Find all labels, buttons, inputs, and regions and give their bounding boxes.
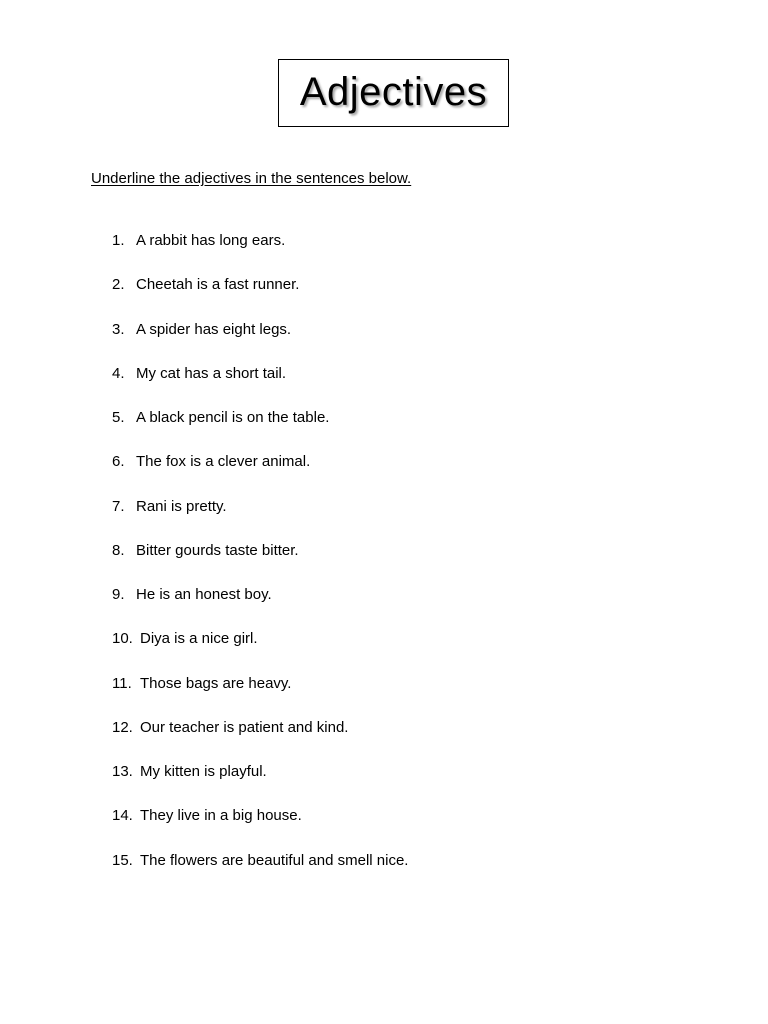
item-number: 12. [112, 718, 133, 736]
item-number: 11. [112, 674, 132, 692]
item-sentence: A black pencil is on the table. [136, 409, 330, 426]
item-number: 7. [112, 497, 125, 515]
item-sentence: He is an honest boy. [136, 586, 272, 603]
item-number: 5. [112, 409, 125, 426]
item-sentence: They live in a big house. [140, 807, 302, 825]
item-number: 13. [112, 763, 133, 780]
item-sentence: Cheetah is a fast runner. [136, 276, 300, 294]
item-number: 6. [112, 453, 125, 471]
list-item [112, 807, 408, 851]
item-sentence: Bitter gourds taste bitter. [136, 541, 299, 559]
item-sentence: My cat has a short tail. [136, 364, 287, 382]
item-sentence: The fox is a clever animal. [136, 453, 311, 471]
list-item [112, 675, 408, 719]
item-sentence: The flowers are beautiful and smell nice. [140, 851, 409, 869]
item-number: 1. [112, 232, 125, 249]
list-item [112, 852, 408, 896]
list-item [112, 586, 408, 630]
list-item [112, 763, 408, 807]
item-sentence: Those bags are heavy. [140, 674, 292, 692]
list-item [112, 542, 408, 586]
item-sentence: Rani is pretty. [136, 497, 227, 515]
item-number: 8. [112, 541, 125, 559]
item-number: 15. [112, 851, 133, 869]
item-sentence: My kitten is playful. [140, 763, 267, 780]
item-number: 10. [112, 630, 133, 648]
list-item [112, 321, 408, 365]
list-item [112, 498, 408, 542]
item-sentence: A rabbit has long ears. [136, 232, 286, 249]
item-number: 3. [112, 320, 125, 338]
list-item [112, 409, 408, 453]
list-item [112, 276, 408, 320]
sentence-list [112, 232, 408, 896]
item-sentence: Our teacher is patient and kind. [140, 718, 349, 736]
item-sentence: Diya is a nice girl. [140, 630, 258, 648]
list-item [112, 630, 408, 674]
list-item [112, 453, 408, 497]
item-number: 2. [112, 276, 125, 294]
list-item [112, 719, 408, 763]
item-number: 4. [112, 364, 125, 382]
list-item [112, 232, 408, 276]
item-sentence: A spider has eight legs. [136, 320, 292, 338]
list-item [112, 365, 408, 409]
title-box [278, 59, 509, 127]
page-title: Adjectives [299, 70, 488, 114]
item-number: 14. [112, 807, 133, 825]
instruction-text: Underline the adjectives in the sentences below. [91, 170, 412, 187]
item-number: 9. [112, 586, 125, 603]
